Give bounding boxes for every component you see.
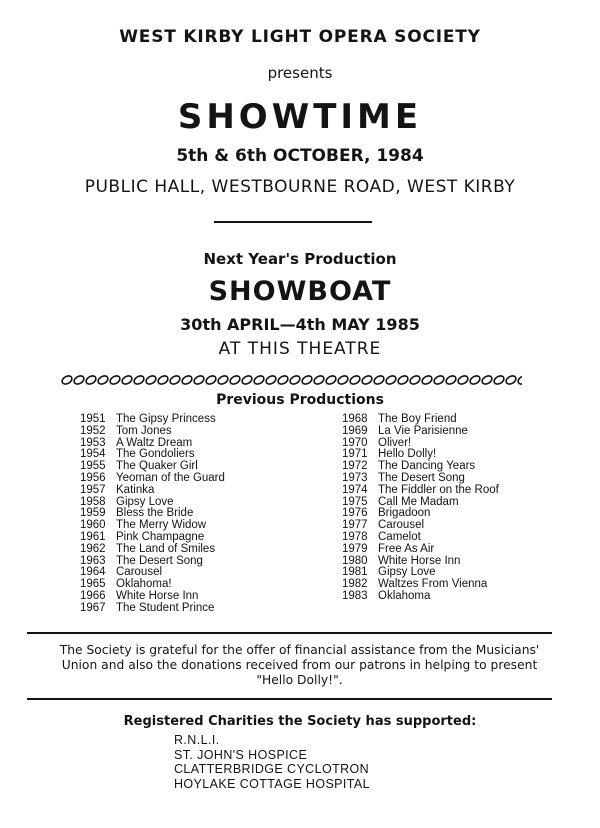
chain-border-ornament <box>61 374 522 386</box>
production-year: 1954 <box>80 448 106 461</box>
production-title: White Horse Inn <box>116 589 199 602</box>
production-title: Carousel <box>378 519 425 532</box>
production-year: 1968 <box>342 413 368 425</box>
next-production-venue: AT THIS THEATRE <box>218 339 382 359</box>
production-title: The Dancing Years <box>378 460 476 473</box>
show-dates: 5th & 6th OCTOBER, 1984 <box>176 146 424 166</box>
next-production-dates: 30th APRIL—4th MAY 1985 <box>180 315 420 334</box>
production-title: The Desert Song <box>378 471 465 484</box>
next-production-label: Next Year's Production <box>203 250 397 268</box>
acknowledgement-text <box>27 643 572 688</box>
production-title: Katinka <box>116 483 155 496</box>
production-title: Yeoman of the Guard <box>116 471 225 484</box>
productions-column-right <box>342 414 499 603</box>
charity-list <box>174 733 370 791</box>
production-title: The Land of Smiles <box>116 542 216 555</box>
production-year: 1981 <box>342 566 368 579</box>
production-title: The Gipsy Princess <box>116 413 216 425</box>
production-title: Camelot <box>378 530 421 543</box>
production-year: 1959 <box>80 507 106 520</box>
production-row <box>80 603 225 615</box>
production-year: 1979 <box>342 542 368 555</box>
production-row <box>80 532 225 544</box>
production-title: Hello Dolly! <box>378 448 437 461</box>
previous-productions-heading: Previous Productions <box>216 392 384 408</box>
production-title: Carousel <box>116 566 163 579</box>
production-year: 1983 <box>342 589 368 602</box>
production-year: 1970 <box>342 436 368 449</box>
acknowledgement-line: "Hello Dolly!". <box>256 673 343 687</box>
production-row <box>80 485 225 497</box>
production-year: 1980 <box>342 554 368 567</box>
charity-item: ST. JOHN'S HOSPICE <box>174 747 308 762</box>
production-title: The Student Prince <box>116 601 215 614</box>
production-year: 1965 <box>80 578 106 591</box>
production-row <box>80 591 225 603</box>
production-year: 1957 <box>80 483 106 496</box>
production-row <box>80 544 225 556</box>
show-title: SHOWTIME <box>177 97 423 137</box>
production-year: 1982 <box>342 578 368 591</box>
production-title: Tom Jones <box>116 424 172 437</box>
production-title: The Merry Widow <box>116 519 207 532</box>
production-year: 1958 <box>80 495 106 508</box>
production-row <box>342 591 499 603</box>
production-row <box>342 426 499 438</box>
production-year: 1961 <box>80 530 106 543</box>
production-title: A Waltz Dream <box>116 436 193 449</box>
society-name: WEST KIRBY LIGHT OPERA SOCIETY <box>119 27 481 47</box>
production-year: 1967 <box>80 601 106 614</box>
production-year: 1963 <box>80 554 106 567</box>
production-row <box>342 473 499 485</box>
production-year: 1973 <box>342 471 368 484</box>
production-title: The Desert Song <box>116 554 203 567</box>
production-title: Call Me Madam <box>378 495 459 508</box>
production-year: 1975 <box>342 495 368 508</box>
production-title: La Vie Parisienne <box>378 424 468 437</box>
production-title: The Quaker Girl <box>116 460 198 473</box>
production-row <box>80 426 225 438</box>
production-title: The Fiddler on the Roof <box>378 483 499 496</box>
acknowledgement-line: Union and also the donations received from our patrons in helping to present <box>61 658 538 672</box>
production-year: 1953 <box>80 436 106 449</box>
production-row <box>342 532 499 544</box>
show-venue: PUBLIC HALL, WESTBOURNE ROAD, WEST KIRBY <box>84 177 516 197</box>
production-title: Oliver! <box>378 436 412 449</box>
production-year: 1978 <box>342 530 368 543</box>
divider-line <box>214 221 372 223</box>
production-year: 1952 <box>80 424 106 437</box>
production-year: 1977 <box>342 519 368 532</box>
production-title: The Boy Friend <box>378 413 457 425</box>
production-year: 1976 <box>342 507 368 520</box>
production-year: 1962 <box>80 542 106 555</box>
production-title: Brigadoon <box>378 507 431 520</box>
production-year: 1974 <box>342 483 368 496</box>
presents-text: presents <box>267 64 333 82</box>
production-title: Pink Champagne <box>116 530 205 543</box>
production-year: 1969 <box>342 424 368 437</box>
production-title: Waltzes From Vienna <box>378 578 488 591</box>
production-title: The Gondoliers <box>116 448 195 461</box>
next-production-title: SHOWBOAT <box>208 276 392 307</box>
charities-heading: Registered Charities the Society has supported: <box>123 714 477 729</box>
production-title: Gipsy Love <box>116 495 174 508</box>
production-year: 1956 <box>80 471 106 484</box>
productions-column-left <box>80 414 225 615</box>
production-row <box>342 544 499 556</box>
production-title: Gipsy Love <box>378 566 436 579</box>
charity-item: R.N.L.I. <box>174 733 220 747</box>
production-year: 1966 <box>80 589 106 602</box>
rule-top <box>27 632 552 634</box>
production-year: 1972 <box>342 460 368 473</box>
rule-bottom <box>27 698 552 700</box>
production-title: Free As Air <box>378 542 435 555</box>
acknowledgement-line: The Society is grateful for the offer of financial assistance from the Musicians' <box>59 643 540 657</box>
production-title: White Horse Inn <box>378 554 461 567</box>
production-title: Oklahoma <box>378 589 431 602</box>
production-year: 1960 <box>80 519 106 532</box>
production-title: Oklahoma! <box>116 578 172 591</box>
charity-item: HOYLAKE COTTAGE HOSPITAL <box>174 776 370 791</box>
production-year: 1951 <box>80 413 106 425</box>
production-row <box>80 473 225 485</box>
production-year: 1971 <box>342 448 368 461</box>
production-title: Bless the Bride <box>116 507 194 520</box>
production-year: 1955 <box>80 460 106 473</box>
production-row <box>342 485 499 497</box>
charity-item: CLATTERBRIDGE CYCLOTRON <box>174 762 370 776</box>
production-year: 1964 <box>80 566 106 579</box>
